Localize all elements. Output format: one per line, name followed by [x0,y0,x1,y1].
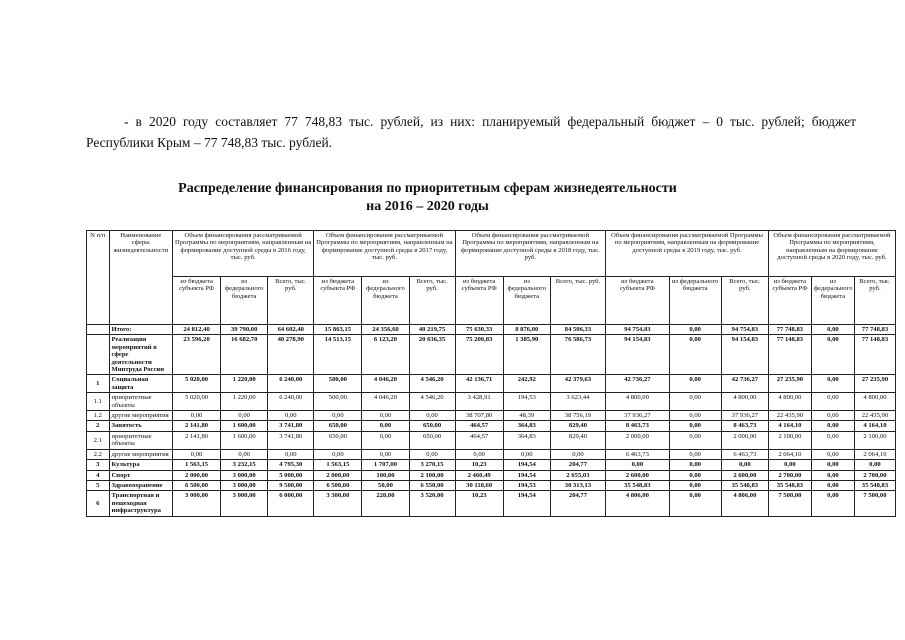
row-value: 0,00 [669,460,721,470]
row-value: 0,00 [669,411,721,421]
row-value: 1 563,15 [314,460,362,470]
row-value: 22 435,90 [768,411,811,421]
row-number: 4 [87,470,110,480]
header-year-2020: Объем финансирования рассматриваемой Программы по мероприятиям, направленным на формирование доступной среды в 2020 году, тыс. руб. [768,231,895,277]
row-number: 2.1 [87,431,110,449]
row-value: 242,92 [503,375,550,393]
row-value: 6 240,00 [268,393,314,411]
row-value: 0,00 [811,480,854,490]
row-value: 0,00 [606,460,669,470]
row-value: 0,00 [669,421,721,431]
row-value: 35 548,83 [854,480,895,490]
row-value: 3 741,80 [268,421,314,431]
row-value: 27 235,90 [854,375,895,393]
row-value: 16 682,70 [221,335,268,375]
row-value: 4 164,10 [768,421,811,431]
row-value: 0,00 [811,491,854,516]
row-value: 0,00 [409,411,455,421]
row-value: 8 463,73 [606,421,669,431]
row-value: 0,00 [811,375,854,393]
row-value: 364,83 [503,421,550,431]
row-value: 3 623,44 [550,393,605,411]
row-value: 650,00 [409,421,455,431]
row-value: 38 707,80 [455,411,503,421]
row-value: 194,53 [503,480,550,490]
subheader-0-1: из федерального бюджета [221,277,268,325]
row-number: 1 [87,375,110,393]
row-value: 23 596,20 [173,335,221,375]
row-value: 42 736,27 [721,375,768,393]
table-row [87,375,896,393]
row-value: 0,00 [268,449,314,459]
row-value: 2 000,00 [173,470,221,480]
subheader-4-0: из бюджета субъекта РФ [768,277,811,325]
row-value: 6 123,20 [362,335,409,375]
subheader-3-0: из бюджета субъекта РФ [606,277,669,325]
subheader-3-1: из федерального бюджета [669,277,721,325]
row-value: 3 000,00 [221,470,268,480]
row-value: 1 563,15 [173,460,221,470]
row-value: 0,00 [669,375,721,393]
row-value: 0,00 [362,411,409,421]
row-value: 15 863,15 [314,325,362,335]
row-value: 194,54 [503,491,550,516]
row-value: 194,54 [503,470,550,480]
row-value: 0,00 [811,393,854,411]
row-value: 0,00 [811,421,854,431]
row-value: 4 806,00 [606,491,669,516]
row-value: 194,53 [503,393,550,411]
row-value: 1 600,00 [221,421,268,431]
row-sphere-name: Реализация мероприятий в сфере деятельности Минтруда России [109,335,172,375]
intro-paragraph: - в 2020 году составляет 77 748,83 тыс. рублей, из них: планируемый федеральный бюджет – 0 тыс. рублей; бюджет Республики Крым – 77 748,83 тыс. рублей. [86,114,856,150]
row-value: 77 148,83 [854,335,895,375]
row-value: 0,00 [362,421,409,431]
row-value: 77 148,83 [768,335,811,375]
row-value: 75 200,83 [455,335,503,375]
header-no: N п/п [87,231,110,325]
row-value: 650,00 [409,431,455,449]
row-value: 84 506,33 [550,325,605,335]
row-value: 38 756,19 [550,411,605,421]
row-value: 0,00 [669,325,721,335]
table-subtitle: на 2016 – 2020 годы [366,199,489,214]
row-value: 0,00 [362,449,409,459]
row-value: 4 046,20 [362,393,409,411]
row-value: 42 136,71 [455,375,503,393]
row-value: 829,40 [550,431,605,449]
row-value: 2 141,80 [173,431,221,449]
row-value: 0,00 [314,449,362,459]
row-number: 1.2 [87,411,110,421]
row-value: 0,00 [811,449,854,459]
row-value: 4 800,00 [721,393,768,411]
row-value: 464,57 [455,421,503,431]
row-sphere-name: другие мероприятия [109,411,172,421]
table-row [87,480,896,490]
subheader-0-2: Всего, тыс. руб. [268,277,314,325]
row-value: 0,00 [811,431,854,449]
row-value: 100,00 [362,470,409,480]
row-value: 364,83 [503,431,550,449]
row-value: 0,00 [669,431,721,449]
row-value: 4 046,20 [362,375,409,393]
table-row [87,431,896,449]
row-value: 94 154,83 [721,335,768,375]
subheader-4-2: Всего, тыс. руб. [854,277,895,325]
row-value: 0,00 [221,411,268,421]
row-value: 0,00 [721,460,768,470]
row-sphere-name: Социальная защита [109,375,172,393]
row-number [87,325,110,335]
row-value: 0,00 [314,411,362,421]
row-value: 3 520,00 [409,491,455,516]
row-value: 4 806,00 [721,491,768,516]
row-value: 10,23 [455,460,503,470]
row-value: 24 356,60 [362,325,409,335]
row-value: 500,00 [314,375,362,393]
row-value: 30 313,13 [550,480,605,490]
row-value: 3 428,91 [455,393,503,411]
row-value: 6 550,00 [409,480,455,490]
row-value: 42 379,63 [550,375,605,393]
row-value: 0,00 [811,325,854,335]
row-number [87,335,110,375]
row-value: 2 100,00 [854,431,895,449]
row-value: 42 736,27 [606,375,669,393]
row-value: 20 636,35 [409,335,455,375]
subheader-1-0: из бюджета субъекта РФ [314,277,362,325]
row-value: 464,57 [455,431,503,449]
row-value: 3 270,15 [409,460,455,470]
row-value: 64 602,40 [268,325,314,335]
row-value: 2 000,00 [721,431,768,449]
row-value: 204,77 [550,460,605,470]
row-value: 829,40 [550,421,605,431]
row-value: 6 500,00 [314,480,362,490]
row-value: 0,00 [503,449,550,459]
row-value: 6 463,73 [606,449,669,459]
row-value: 0,00 [811,460,854,470]
row-value: 4 800,00 [606,393,669,411]
row-value: 4 546,20 [409,393,455,411]
row-sphere-name: Спорт [109,470,172,480]
row-value: 5 020,00 [173,393,221,411]
row-value: 2 700,00 [768,470,811,480]
row-value: 0,00 [173,411,221,421]
row-value: 1 707,00 [362,460,409,470]
row-value: 0,00 [669,393,721,411]
row-value: 500,00 [314,393,362,411]
row-value: 4 800,00 [768,393,811,411]
row-value: 4 800,00 [854,393,895,411]
subheader-1-1: из федерального бюджета [362,277,409,325]
row-value: 0,00 [173,449,221,459]
row-value: 35 548,83 [721,480,768,490]
row-value: 5 000,00 [268,470,314,480]
table-row [87,491,896,516]
subheader-2-1: из федерального бюджета [503,277,550,325]
row-value: 37 936,27 [606,411,669,421]
row-value: 2 100,00 [768,431,811,449]
row-value: 0,00 [669,491,721,516]
row-value: 50,00 [362,480,409,490]
header-year-2019: Объем финансирования рассматриваемой Программы по мероприятиям, направленным на формирование доступной среды в 2019 году, тыс. руб. [606,231,769,277]
row-value: 2 000,00 [606,431,669,449]
row-value: 77 748,83 [854,325,895,335]
row-value: 0,00 [669,449,721,459]
row-value: 3 300,00 [314,491,362,516]
row-value: 0,00 [669,480,721,490]
header-year-2016: Объем финансирования рассматриваемой Программы по мероприятиям, направленным на формирование доступной среды в 2016 году, тыс. руб. [173,231,314,277]
row-value: 0,00 [811,335,854,375]
row-value: 0,00 [811,411,854,421]
row-sphere-name: Занятость [109,421,172,431]
table-row [87,421,896,431]
row-value: 40 278,90 [268,335,314,375]
row-value: 10,23 [455,491,503,516]
row-value: 30 118,60 [455,480,503,490]
subheader-0-0: из бюджета субъекта РФ [173,277,221,325]
row-value: 204,77 [550,491,605,516]
row-value: 7 500,00 [854,491,895,516]
subheader-2-2: Всего, тыс. руб. [550,277,605,325]
row-value: 2 064,10 [854,449,895,459]
row-value: 9 500,00 [268,480,314,490]
row-sphere-name: приоритетные объекты [109,393,172,411]
row-number: 2.2 [87,449,110,459]
row-value: 2 655,03 [550,470,605,480]
row-value: 0,00 [455,449,503,459]
row-number: 5 [87,480,110,490]
row-value: 22 435,90 [854,411,895,421]
table-row [87,325,896,335]
row-value: 3 232,15 [221,460,268,470]
header-year-2017: Объем финансирования рассматриваемой Программы по мероприятиям, направленным на формирование доступной среды в 2017 году, тыс. руб. [314,231,455,277]
row-sphere-name: Транспортная и пешеходная инфраструктура [109,491,172,516]
table-row [87,460,896,470]
row-value: 2 000,00 [314,470,362,480]
row-value: 1 220,00 [221,393,268,411]
table-row [87,449,896,459]
row-value: 76 586,73 [550,335,605,375]
row-value: 3 000,00 [221,480,268,490]
row-value: 650,00 [314,431,362,449]
row-value: 0,00 [669,470,721,480]
row-value: 4 546,20 [409,375,455,393]
subheader-3-2: Всего, тыс. руб. [721,277,768,325]
row-value: 2 460,49 [455,470,503,480]
row-value: 3 000,00 [221,491,268,516]
row-value: 40 219,75 [409,325,455,335]
row-value: 4 164,10 [854,421,895,431]
row-value: 1 220,00 [221,375,268,393]
row-value: 650,00 [314,421,362,431]
financing-table [86,230,896,517]
row-value: 39 790,00 [221,325,268,335]
row-value: 94 154,83 [606,335,669,375]
row-number: 3 [87,460,110,470]
row-value: 48,39 [503,411,550,421]
subheader-1-2: Всего, тыс. руб. [409,277,455,325]
row-value: 8 876,00 [503,325,550,335]
row-value: 6 240,00 [268,375,314,393]
header-year-2018: Объем финансирования рассматриваемой Программы по мероприятиям, направленным на формирование доступной среды в 2018 году, тыс. руб. [455,231,606,277]
row-value: 2 600,00 [606,470,669,480]
row-value: 6 500,00 [173,480,221,490]
row-value: 0,00 [409,449,455,459]
subheader-4-1: из федерального бюджета [811,277,854,325]
row-value: 3 000,00 [173,491,221,516]
row-value: 37 936,27 [721,411,768,421]
row-value: 0,00 [268,411,314,421]
row-value: 24 812,40 [173,325,221,335]
row-value: 35 548,83 [768,480,811,490]
row-value: 5 020,00 [173,375,221,393]
row-value: 1 385,90 [503,335,550,375]
row-number: 6 [87,491,110,516]
row-value: 94 754,83 [721,325,768,335]
row-sphere-name: приоритетные объекты [109,431,172,449]
row-value: 0,00 [768,460,811,470]
row-value: 2 141,80 [173,421,221,431]
row-value: 0,00 [669,335,721,375]
row-value: 27 235,90 [768,375,811,393]
row-value: 2 600,00 [721,470,768,480]
table-row [87,470,896,480]
row-sphere-name: другие мероприятия [109,449,172,459]
row-value: 6 463,73 [721,449,768,459]
row-value: 6 000,00 [268,491,314,516]
row-value: 0,00 [550,449,605,459]
row-number: 1.1 [87,393,110,411]
row-value: 2 700,00 [854,470,895,480]
row-value: 1 600,00 [221,431,268,449]
subheader-2-0: из бюджета субъекта РФ [455,277,503,325]
table-row [87,335,896,375]
row-value: 8 463,73 [721,421,768,431]
row-value: 4 795,30 [268,460,314,470]
row-number: 2 [87,421,110,431]
row-value: 14 513,15 [314,335,362,375]
row-value: 94 754,83 [606,325,669,335]
row-sphere-name: Культура [109,460,172,470]
row-value: 0,00 [221,449,268,459]
table-row [87,393,896,411]
row-value: 7 500,00 [768,491,811,516]
row-value: 0,00 [811,470,854,480]
row-value: 2 100,00 [409,470,455,480]
row-value: 3 741,80 [268,431,314,449]
row-value: 75 630,33 [455,325,503,335]
row-value: 194,54 [503,460,550,470]
row-value: 35 548,83 [606,480,669,490]
table-row [87,411,896,421]
row-sphere-name: Здравоохранение [109,480,172,490]
row-value: 2 064,10 [768,449,811,459]
header-sphere: Наименование сферы жизнедеятельности [109,231,172,325]
row-value: 220,00 [362,491,409,516]
row-value: 0,00 [362,431,409,449]
row-sphere-name: Итого: [109,325,172,335]
row-value: 0,00 [854,460,895,470]
row-value: 77 748,83 [768,325,811,335]
table-title: Распределение финансирования по приоритетным сферам жизнедеятельности [178,181,677,196]
